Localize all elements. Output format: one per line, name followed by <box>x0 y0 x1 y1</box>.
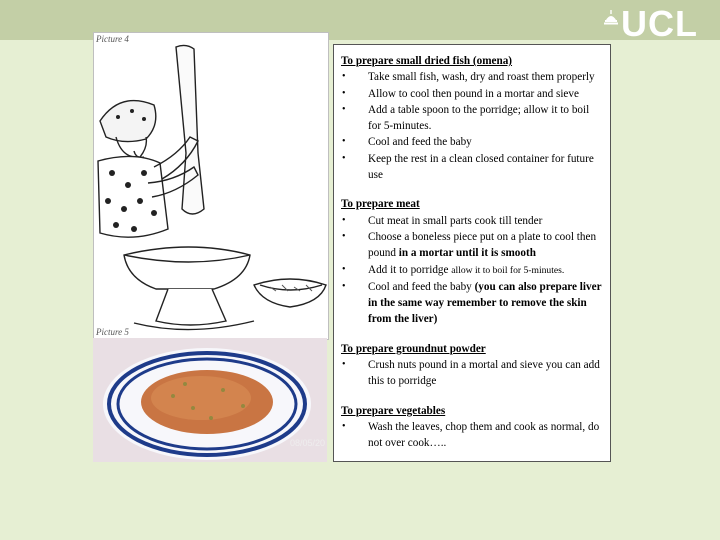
bullet-text: Wash the leaves, chop them and cook as normal, do not over cook….. <box>368 420 600 450</box>
instruction-section <box>341 341 604 390</box>
instruction-section <box>341 403 604 452</box>
bullet-text: Take small fish, wash, dry and roast them properly <box>368 71 595 84</box>
bullet-item <box>341 357 604 390</box>
bullet-text: Choose a boneless piece put on a plate to cool then pound <box>368 230 597 260</box>
photo-timestamp: 08/05/20 <box>289 438 325 448</box>
bullet-text: Keep the rest in a clean closed container for future use <box>368 152 594 182</box>
bullet-item <box>341 213 604 229</box>
picture-5-caption: Picture 5 <box>96 327 129 337</box>
bullet-item <box>341 151 604 184</box>
bullet-item <box>341 279 604 328</box>
picture-5-plate-photo <box>93 338 327 462</box>
picture-4-caption: Picture 4 <box>96 34 129 44</box>
section-heading: To prepare groundnut powder <box>341 342 486 355</box>
bullet-text: Add a table spoon to the porridge; allow it to boil for 5-minutes. <box>368 103 590 133</box>
bullet-text: (you can also prepare liver in the same way remember to remove the skin from the liver) <box>368 280 602 326</box>
bullet-text: in a mortar until it is smooth <box>398 247 536 260</box>
bullet-item <box>341 419 604 452</box>
section-heading: To prepare small dried fish (omena) <box>341 55 513 67</box>
bullet-text: Add it to porridge <box>368 263 452 276</box>
bullet-item <box>341 229 604 262</box>
bullet-list <box>341 69 604 183</box>
bullet-item <box>341 86 604 102</box>
bullet-list <box>341 213 604 328</box>
bullet-item <box>341 69 604 85</box>
ucl-dome-icon <box>604 10 618 35</box>
bullet-text: Crush nuts pound in a mortal and sieve you can add this to porridge <box>368 359 600 388</box>
instruction-section <box>341 196 604 327</box>
bullet-text: Cut meat in small parts cook till tender <box>368 214 543 227</box>
instructions-box <box>333 44 611 462</box>
picture-4-illustration <box>93 32 329 340</box>
bullet-item <box>341 102 604 135</box>
bullet-text: Allow to cool then pound in a mortar and sieve <box>368 87 579 100</box>
instruction-section <box>341 53 604 183</box>
bullet-list <box>341 419 604 452</box>
bullet-item <box>341 262 604 279</box>
bullet-item <box>341 134 604 150</box>
section-heading: To prepare vegetables <box>341 404 446 417</box>
section-heading: To prepare meat <box>341 198 420 211</box>
mortar-pounding-drawing <box>94 33 328 339</box>
bullet-list <box>341 357 604 390</box>
bullet-text: Cool and feed the baby <box>368 136 472 149</box>
ucl-wordmark: UCL <box>621 3 698 44</box>
bullet-text: Cool and feed the baby <box>368 280 475 293</box>
ucl-logo <box>604 3 698 44</box>
bullet-text: allow it to boil for 5-minutes. <box>451 264 565 276</box>
